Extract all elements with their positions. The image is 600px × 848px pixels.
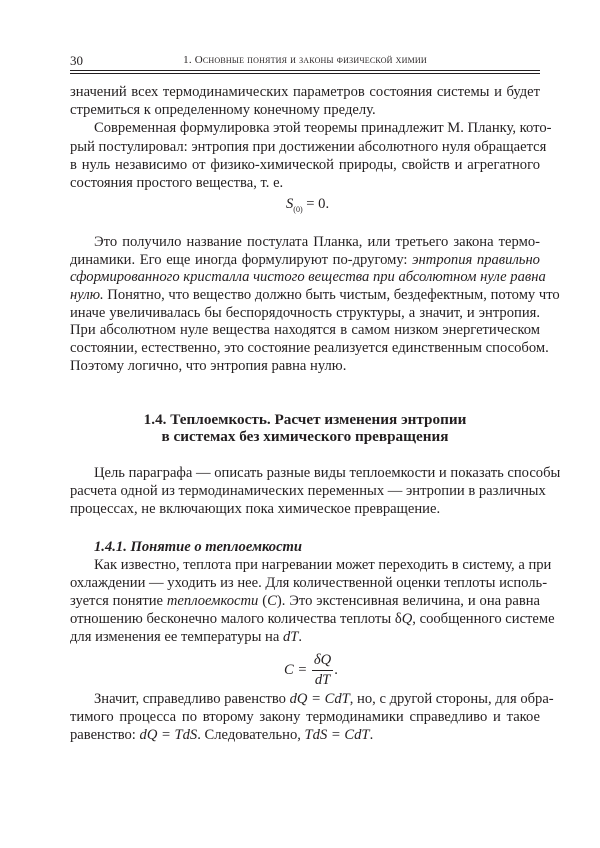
text-line (70, 726, 540, 744)
italic-seg: нулю. (70, 287, 104, 303)
formula-s0 (286, 196, 329, 214)
text-seg: . (298, 629, 303, 645)
text-seg: Значит, справедливо равенство (94, 691, 290, 707)
italic-seg: dQ = CdT (289, 691, 350, 707)
text-line: значений всех термодинамических параметров состояния системы и будет (70, 84, 540, 100)
formula-lhs: C = (284, 662, 311, 678)
header-rule (70, 70, 540, 74)
text-line: Цель параграфа — описать разные виды теплоемкости и показать способы (94, 465, 561, 481)
text-seg: Понятно, что вещество должно быть чистым, бездефектным, потому что (103, 287, 560, 303)
italic-seg: Q (401, 611, 413, 627)
text-line (70, 610, 555, 628)
text-line: состоянии, естественно, это состояние реализуется единственным способом. (70, 340, 549, 356)
text-line: тимого процесса по второму закону термодинамики справедливо и такое (70, 709, 540, 725)
text-line: При абсолютном нуле вещества находятся в самом низком энергетическом (70, 322, 540, 338)
text-line: охлаждении — уходить из нее. Для количественной оценки теплоты исполь- (70, 575, 548, 591)
text-line: стремиться к определенному конечному пределу. (70, 102, 376, 118)
text-line (94, 690, 554, 708)
formula-end: . (334, 662, 338, 678)
text-seg: . Следовательно, (197, 727, 305, 743)
text-line: Поэтому логично, что энтропия равна нулю. (70, 358, 347, 374)
text-seg: зуется понятие (70, 593, 167, 609)
formula-heat-capacity (284, 651, 338, 690)
formula-subscript: (0) (293, 204, 303, 214)
italic-seg: dQ = TdS (139, 727, 198, 743)
section-title-line2: в системах без химического превращения (161, 428, 449, 445)
formula-var: S (286, 196, 294, 212)
subsection-title: 1.4.1. Понятие о теплоемкости (94, 539, 303, 555)
text-line (70, 592, 540, 610)
text-line: рый постулировал: энтропия при достижении абсолютного нуля обращается (70, 139, 547, 155)
text-line (70, 628, 540, 646)
text-seg: , сообщенного системе (412, 611, 555, 627)
text-line: сформированного кристалла чистого вещества при абсолютном нуле равна (70, 269, 546, 285)
italic-seg: dT (282, 629, 299, 645)
running-title: 1. Основные понятия и законы физической химии (183, 54, 427, 66)
text-seg: ( (258, 593, 268, 609)
text-line: в нуль независимо от физико-химической природы, свойств и агрегатного (70, 157, 540, 173)
text-seg: ). Это экстенсивная величина, и она равна (276, 593, 540, 609)
text-line: расчета одной из термодинамических переменных — энтропии в различных (70, 483, 546, 499)
italic-seg: TdS = CdT (304, 727, 370, 743)
text-line: состояния простого вещества, т. е. (70, 175, 284, 191)
text-line: Современная формулировка этой теоремы принадлежит М. Планку, кото- (94, 120, 552, 136)
section-title-line1: 1.4. Теплоемкость. Расчет изменения энтропии (143, 411, 467, 428)
italic-seg: теплоемкости (166, 593, 259, 609)
fraction-denominator: dT (314, 672, 331, 688)
text-line: процессах, не включающих пока химическое превращение. (70, 501, 441, 517)
text-line: Как известно, теплота при нагревании может переходить в систему, а при (94, 557, 552, 573)
italic-seg: энтропия правильно (412, 252, 540, 268)
text-line: Это получило название постулата Планка, или третьего закона термо- (94, 234, 540, 250)
fraction-numerator: δQ (312, 651, 333, 671)
text-seg: , но, с другой стороны, для обра- (349, 691, 554, 707)
text-seg: . (369, 727, 374, 743)
text-seg: динамики. Его еще иногда формулируют по-другому: (70, 252, 413, 268)
italic-seg: C (267, 593, 277, 609)
text-line: иначе увеличивалась бы беспорядочность структуры, а значит, и энтропия. (70, 305, 540, 321)
text-seg: равенство: (70, 727, 140, 743)
text-line (70, 251, 540, 269)
formula-rest: = 0. (302, 196, 330, 212)
text-seg: отношению бесконечно малого количества теплоты δ (70, 611, 402, 627)
text-line (70, 286, 560, 304)
page-number: 30 (70, 53, 83, 68)
fraction (312, 651, 333, 690)
text-seg: для изменения ее температуры на (70, 629, 283, 645)
